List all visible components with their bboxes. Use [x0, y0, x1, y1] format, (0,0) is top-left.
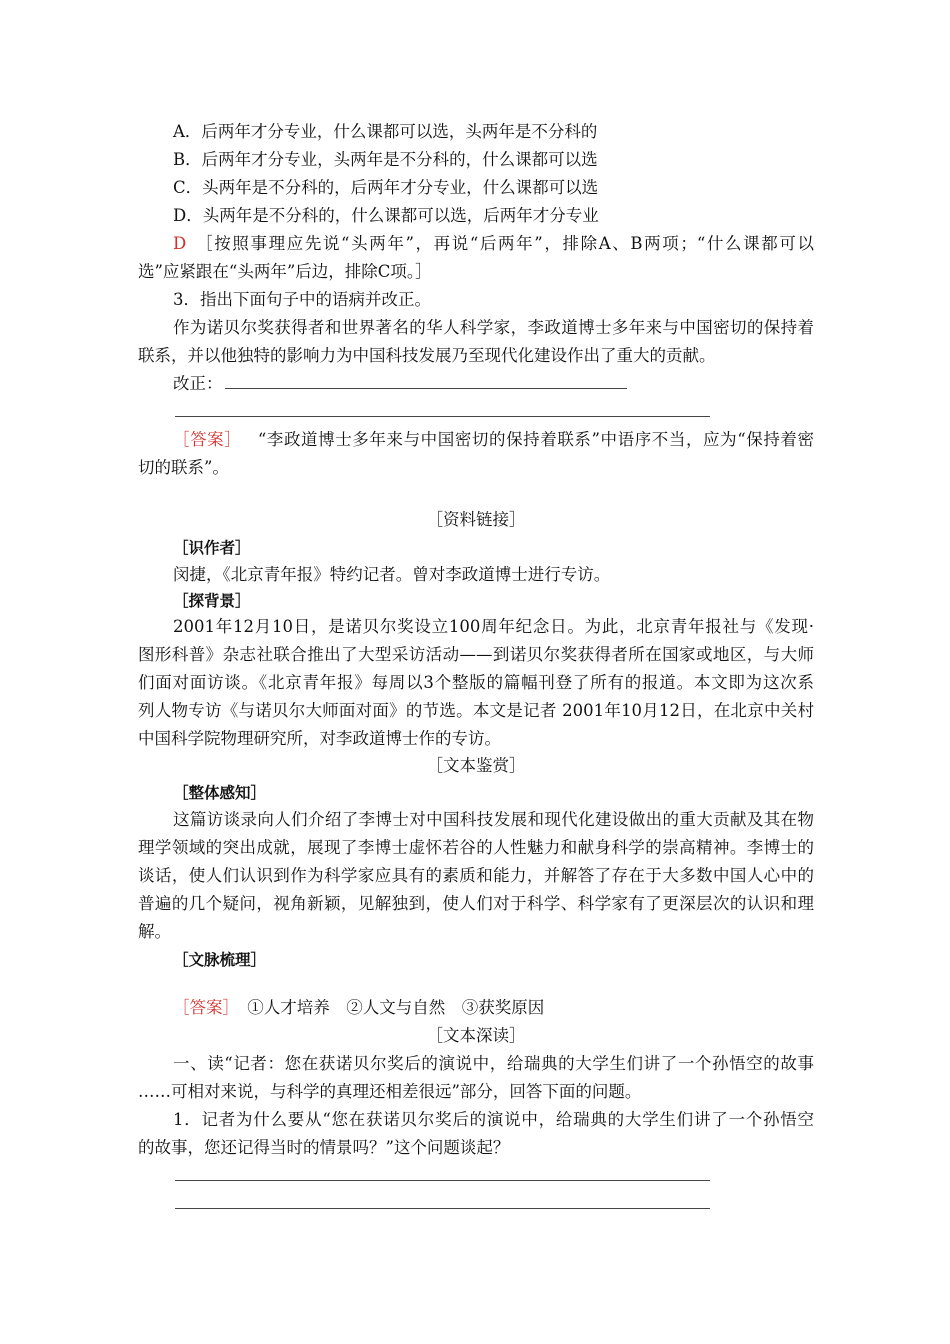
background-line-2: 图形科普》杂志社联合推出了大型采访活动——到诺贝尔奖获得者所在国家或地区，与大师	[138, 645, 814, 664]
background-line-1: 2001年12月10日，是诺贝尔奖设立100周年纪念日。为此，北京青年报社与《发现·	[173, 617, 814, 636]
resource-heading: ［资料链接］	[426, 510, 526, 529]
overall-tag: ［整体感知］	[173, 784, 267, 802]
background-line-5: 中国科学院物理研究所，对李政道博士作的专访。	[138, 729, 501, 748]
answer-tag: ［答案］	[173, 430, 242, 449]
overall-line-2: 理学领域的突出成就，展现了李博士虚怀若谷的人性魅力和献身科学的崇高精神。李博士的	[138, 838, 814, 857]
option-b: B．后两年才分专业，头两年是不分科的，什么课都可以选	[173, 150, 598, 169]
author-tag: ［识作者］	[173, 539, 251, 557]
answer-line-1[interactable]	[175, 1180, 710, 1181]
option-c: C．头两年是不分科的，后两年才分专业，什么课都可以选	[173, 178, 599, 197]
q3-answer-line-1	[173, 426, 814, 454]
section-one-line-1: 一、读“记者：您在获诺贝尔奖后的演说中，给瑞典的大学生们讲了一个孙悟空的故事	[173, 1054, 814, 1073]
answer-text: “李政道博士多年来与中国密切的保持着联系”中语序不当，应为“保持着密	[257, 430, 815, 449]
overall-line-4: 普遍的几个疑问，视角新颖，见解独到，使人们对于科学、科学家有了更深层次的认识和理	[138, 894, 814, 913]
explanation-text: ［按照事理应先说“头两年”，再说“后两年”，排除A、B两项；“什么课都可以	[194, 234, 814, 253]
q3-prompt: 3．指出下面句子中的语病并改正。	[173, 290, 431, 309]
structure-tag: ［文脉梳理］	[173, 951, 267, 969]
background-tag: ［探背景］	[173, 592, 251, 610]
q2-explanation-line-1	[173, 230, 814, 258]
q2-explanation-line-2: 选”应紧跟在“头两年”后边，排除C项。］	[138, 262, 432, 281]
background-line-4: 列人物专访《与诺贝尔大师面对面》的节选。本文是记者 2001年10月12日，在北京中关村	[138, 701, 814, 720]
overall-line-1: 这篇访谈录向人们介绍了李博士对中国科技发展和现代化建设做出的重大贡献及其在物	[173, 810, 814, 829]
question-1-line-2: 的故事，您还记得当时的情景吗？”这个问题谈起？	[138, 1138, 510, 1157]
deep-reading-heading: ［文本深读］	[426, 1026, 526, 1045]
answer-text: ①人才培养 ②人文与自然 ③获奖原因	[247, 998, 545, 1017]
overall-line-5: 解。	[138, 922, 171, 941]
option-d: D．头两年是不分科的，什么课都可以选，后两年才分专业	[173, 206, 599, 225]
background-line-3: 们面对面访谈。《北京青年报》每周以3个整版的篇幅刊登了所有的报道。本文即为这次系	[138, 673, 814, 692]
author-text: 闵捷，《北京青年报》特约记者。曾对李政道博士进行专访。	[173, 565, 611, 584]
structure-answer	[173, 994, 814, 1022]
question-1-line-1: 1．记者为什么要从“您在获诺贝尔奖后的演说中，给瑞典的大学生们讲了一个孙悟空	[173, 1110, 814, 1129]
overall-line-3: 谈话，使人们认识到作为科学家应具有的素质和能力，并解答了存在于大多数中国人心中的	[138, 866, 814, 885]
option-a: A．后两年才分专业，什么课都可以选，头两年是不分科的	[173, 122, 598, 141]
answer-letter: D	[173, 234, 187, 253]
q3-answer-line-2: 切的联系”。	[138, 458, 229, 477]
q3-sentence-line-1: 作为诺贝尔奖获得者和世界著名的华人科学家，李政道博士多年来与中国密切的保持着	[173, 318, 814, 337]
q3-sentence-line-2: 联系，并以他独特的影响力为中国科技发展乃至现代化建设作出了重大的贡献。	[138, 346, 716, 365]
answer-tag: ［答案］	[173, 998, 239, 1017]
section-one-line-2: ……可相对来说，与科学的真理还相差很远”部分，回答下面的问题。	[138, 1082, 642, 1101]
answer-line-2[interactable]	[175, 1208, 710, 1209]
fix-answer-line-1[interactable]	[225, 388, 627, 389]
appreciation-heading: ［文本鉴赏］	[426, 756, 526, 775]
fix-answer-line-2[interactable]	[175, 416, 710, 417]
fix-label: 改正：	[173, 374, 223, 393]
